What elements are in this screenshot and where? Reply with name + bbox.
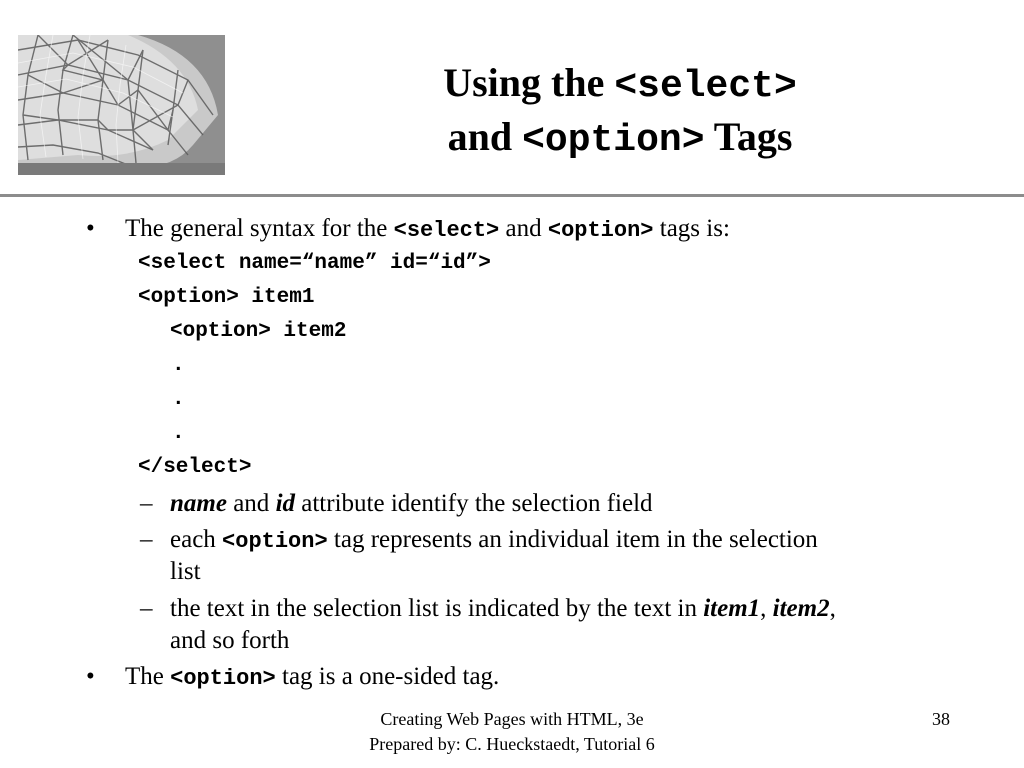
bullet-marker: •	[86, 663, 95, 690]
title-text: Tags	[704, 114, 793, 159]
slide-footer	[300, 707, 724, 757]
bullet-one-sided-tag: The <option> tag is a one-sided tag.	[125, 663, 500, 691]
sub-bullet-each-option: each <option> tag represents an individual item in the selection	[170, 526, 818, 554]
sub-bullet-marker: –	[140, 490, 153, 517]
code-line-ellipsis-3: .	[172, 422, 185, 445]
sub-bullet-name-id: name and id attribute identify the selection field	[170, 490, 653, 517]
title-divider	[0, 194, 1024, 197]
sub-bullet-marker: –	[140, 526, 153, 553]
code-line-ellipsis-1: .	[172, 354, 185, 377]
sub-bullet-marker: –	[140, 595, 153, 622]
title-line-2	[230, 112, 1010, 166]
dome-logo-image	[18, 35, 225, 175]
code-line-option-item2: <option> item2	[170, 320, 347, 343]
code-line-select-open: <select name=“name” id=“id”>	[138, 252, 491, 275]
inline-code-option: <option>	[170, 666, 276, 691]
footer-author: Prepared by: C. Hueckstaedt, Tutorial 6	[369, 734, 655, 754]
sub-bullet-text-items-cont: and so forth	[170, 627, 290, 654]
sub-bullet-each-option-cont: list	[170, 558, 201, 585]
sub-bullet-text-items: the text in the selection list is indicated by the text in item1, item2,	[170, 595, 836, 622]
inline-code-option: <option>	[222, 529, 328, 554]
inline-code-option: <option>	[547, 218, 654, 243]
bullet-marker: •	[86, 215, 95, 242]
title-code-select: <select>	[614, 65, 797, 108]
inline-code-select: <select>	[393, 218, 500, 243]
code-line-option-item1: <option> item1	[138, 286, 315, 309]
slide-title	[230, 58, 1010, 166]
title-line-1	[230, 58, 1010, 112]
code-line-ellipsis-2: .	[172, 388, 185, 411]
code-line-select-close: </select>	[138, 456, 252, 479]
page-number: 38	[932, 709, 950, 729]
footer-course-title: Creating Web Pages with HTML, 3e	[380, 709, 644, 729]
bullet-general-syntax: The general syntax for the <select> and <option> tags is:	[125, 215, 730, 243]
title-code-option: <option>	[522, 119, 705, 162]
title-text: Using the	[443, 60, 615, 105]
title-text: and	[447, 114, 523, 159]
